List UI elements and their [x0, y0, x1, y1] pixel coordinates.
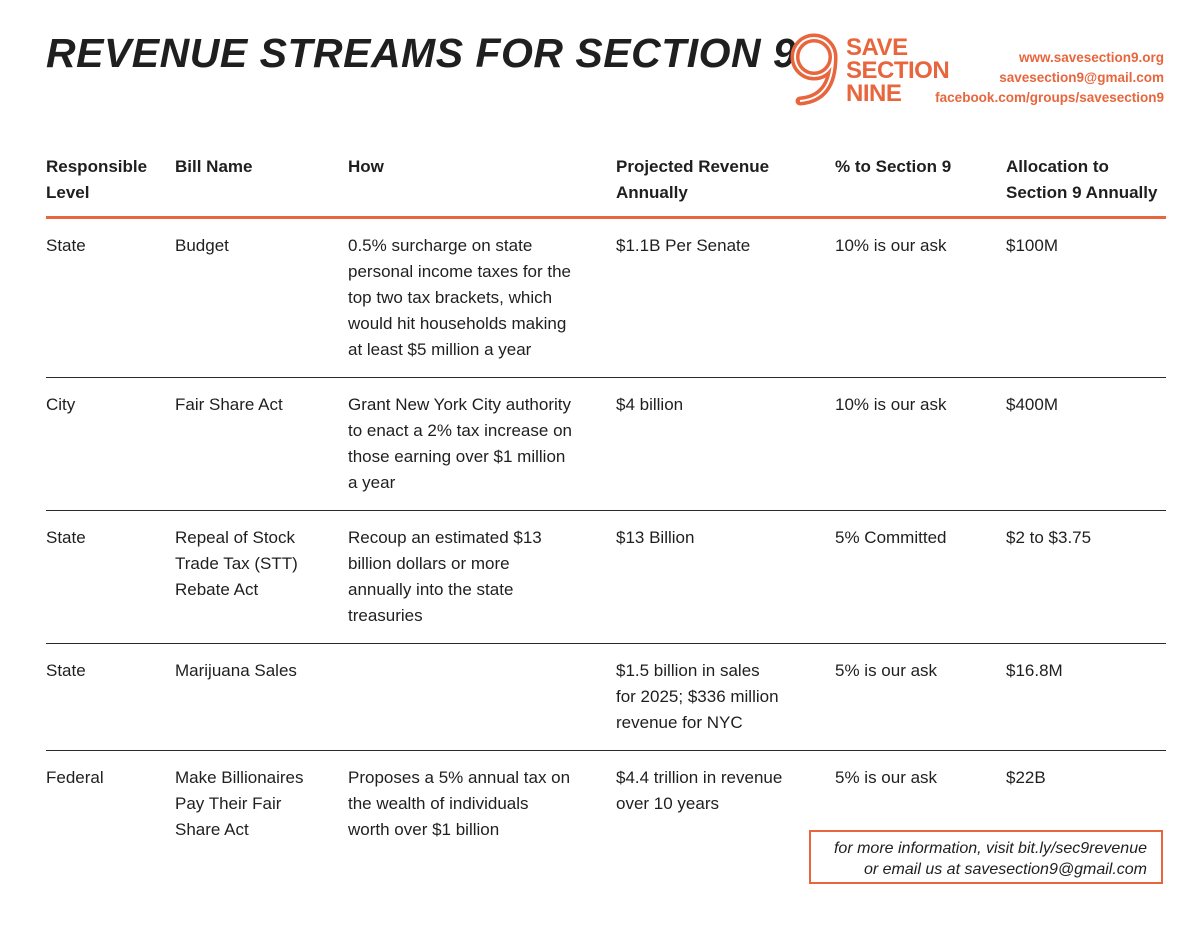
- cell-line: Share Act: [175, 820, 249, 839]
- cell-line: a year: [348, 473, 396, 492]
- cell-line: annually into the state: [348, 580, 514, 599]
- cell-bill: [175, 751, 348, 858]
- cell-how: [348, 511, 616, 644]
- cell-line: billion dollars or more: [348, 554, 510, 573]
- table-row: [46, 644, 1166, 751]
- cell-percent: [835, 378, 1006, 511]
- header-line: How: [348, 157, 384, 176]
- header-line: Section 9 Annually: [1006, 183, 1158, 202]
- cell-line: Trade Tax (STT): [175, 554, 298, 573]
- cell-line: would hit households making: [348, 314, 567, 333]
- cell-line: Budget: [175, 236, 229, 255]
- cell-bill: [175, 218, 348, 378]
- cell-line: over 10 years: [616, 794, 719, 813]
- cell-line: $400M: [1006, 395, 1058, 414]
- cell-line: the wealth of individuals: [348, 794, 529, 813]
- cell-level: [46, 378, 175, 511]
- column-header-bill: [175, 150, 348, 218]
- cell-line: Repeal of Stock: [175, 528, 296, 547]
- facebook-link[interactable]: facebook.com/groups/savesection9: [935, 90, 1164, 105]
- more-info-line: for more information, visit bit.ly/sec9revenue: [833, 840, 1147, 857]
- cell-line: 10% is our ask: [835, 395, 947, 414]
- cell-line: Grant New York City authority: [348, 395, 571, 414]
- cell-line: personal income taxes for the: [348, 262, 572, 281]
- column-header-revenue: [616, 150, 835, 218]
- section-nine-logo-icon: [790, 33, 840, 107]
- logo-wordmark: [846, 33, 950, 107]
- table-row: [46, 378, 1166, 511]
- header-line: Allocation to: [1006, 157, 1109, 176]
- cell-line: for 2025; $336 million: [616, 687, 779, 706]
- cell-allocation: [1006, 218, 1166, 378]
- contact-info: [935, 48, 1164, 108]
- header-line: Projected Revenue: [616, 157, 770, 176]
- header-line: Bill Name: [175, 157, 253, 176]
- cell-line: worth over $1 billion: [348, 820, 500, 839]
- revenue-table: [46, 150, 1166, 857]
- cell-line: State: [46, 661, 86, 680]
- cell-line: $100M: [1006, 236, 1058, 255]
- cell-line: $22B: [1006, 768, 1046, 787]
- cell-line: 5% is our ask: [835, 661, 938, 680]
- cell-percent: [835, 644, 1006, 751]
- cell-revenue: [616, 511, 835, 644]
- cell-level: [46, 644, 175, 751]
- cell-level: [46, 511, 175, 644]
- more-info-line: or email us at savesection9@gmail.com: [863, 861, 1147, 878]
- cell-line: $1.1B Per Senate: [616, 236, 751, 255]
- cell-how: [348, 751, 616, 858]
- cell-revenue: [616, 378, 835, 511]
- cell-line: Rebate Act: [175, 580, 259, 599]
- column-header-level: [46, 150, 175, 218]
- cell-line: $1.5 billion in sales: [616, 661, 760, 680]
- cell-line: 0.5% surcharge on state: [348, 236, 533, 255]
- cell-revenue: [616, 644, 835, 751]
- cell-line: revenue for NYC: [616, 713, 743, 732]
- cell-line: $4 billion: [616, 395, 684, 414]
- cell-bill: [175, 644, 348, 751]
- cell-bill: [175, 511, 348, 644]
- cell-line: Federal: [46, 768, 104, 787]
- cell-line: those earning over $1 million: [348, 447, 566, 466]
- cell-line: treasuries: [348, 606, 423, 625]
- cell-line: Pay Their Fair: [175, 794, 282, 813]
- table-row: [46, 218, 1166, 378]
- cell-bill: [175, 378, 348, 511]
- cell-revenue: [616, 751, 835, 858]
- page-title: REVENUE STREAMS FOR SECTION 9: [46, 30, 797, 76]
- cell-line: $16.8M: [1006, 661, 1063, 680]
- header-line: % to Section 9: [835, 157, 952, 176]
- cell-revenue: [616, 218, 835, 378]
- cell-line: to enact a 2% tax increase on: [348, 421, 572, 440]
- cell-how: [348, 218, 616, 378]
- logo-line: NINE: [846, 79, 902, 107]
- cell-level: [46, 751, 175, 858]
- cell-percent: [835, 218, 1006, 378]
- website-link[interactable]: www.savesection9.org: [1018, 50, 1164, 65]
- header-line: Responsible: [46, 157, 148, 176]
- cell-line: at least $5 million a year: [348, 340, 532, 359]
- table-header-row: [46, 150, 1166, 218]
- cell-line: 10% is our ask: [835, 236, 947, 255]
- cell-allocation: [1006, 644, 1166, 751]
- cell-level: [46, 218, 175, 378]
- cell-line: $4.4 trillion in revenue: [616, 768, 783, 787]
- column-header-percent: [835, 150, 1006, 218]
- cell-line: $13 Billion: [616, 528, 695, 547]
- cell-line: Proposes a 5% annual tax on: [348, 768, 571, 787]
- table-row: [46, 511, 1166, 644]
- cell-line: 5% Committed: [835, 528, 947, 547]
- cell-line: Fair Share Act: [175, 395, 283, 414]
- logo-line: SAVE: [846, 33, 908, 61]
- cell-how: [348, 378, 616, 511]
- cell-line: Recoup an estimated $13: [348, 528, 542, 547]
- cell-line: City: [46, 395, 76, 414]
- cell-percent: [835, 511, 1006, 644]
- cell-allocation: [1006, 511, 1166, 644]
- cell-line: 5% is our ask: [835, 768, 938, 787]
- cell-line: State: [46, 528, 86, 547]
- logo-line: SECTION: [846, 56, 950, 84]
- cell-line: State: [46, 236, 86, 255]
- cell-allocation: [1006, 378, 1166, 511]
- email-link[interactable]: savesection9@gmail.com: [999, 70, 1164, 85]
- column-header-allocation: [1006, 150, 1166, 218]
- column-header-how: [348, 150, 616, 218]
- section-nine-logo: [790, 33, 949, 107]
- cell-line: Marijuana Sales: [175, 661, 297, 680]
- header-line: Annually: [616, 183, 688, 202]
- cell-how: [348, 644, 616, 751]
- cell-line: top two tax brackets, which: [348, 288, 553, 307]
- header-line: Level: [46, 183, 90, 202]
- cell-line: $2 to $3.75: [1006, 528, 1092, 547]
- more-info-box: [809, 830, 1163, 884]
- cell-line: Make Billionaires: [175, 768, 304, 787]
